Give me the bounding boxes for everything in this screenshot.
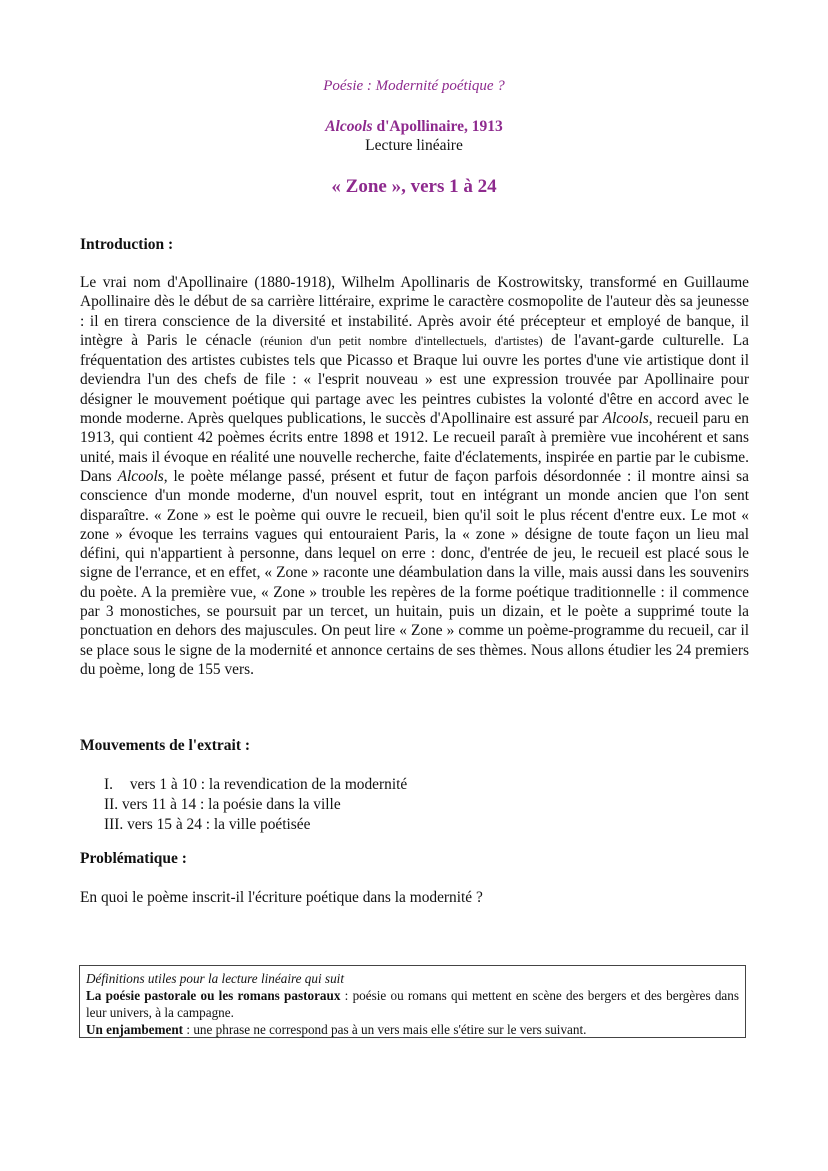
definition-text: : une phrase ne correspond pas à un vers mais elle s'étire sur le vers suivant. xyxy=(183,1022,587,1037)
list-item xyxy=(104,795,407,815)
problematique-heading: Problématique : xyxy=(80,850,187,867)
list-item xyxy=(104,815,407,835)
definition-enjambement xyxy=(86,1021,739,1038)
definitions-box xyxy=(79,965,746,1038)
problematique-question: En quoi le poème inscrit-il l'écriture poétique dans la modernité ? xyxy=(80,889,483,906)
intro-italic-1: Alcools xyxy=(602,410,649,428)
intro-text-4: , le poète mélange passé, présent et futur de façon parfois désordonnée : il montre ainsi sa conscience d'un monde moderne, d'un nouvel esprit, tout en intégrant un monde ancien que l'on sent disparaître. « Zone » est le poème qui ouvre le recueil, bien qu'il soit le plus récent d'entre eux. Le mot « zone » évoque les terrains vagues qui entouraient Paris, la « zone » désigne de toute façon un lieu mal défini, qui n'appartient à personne, dans lequel on erre : donc, d'entrée de jeu, le recueil est placé sous le signe de l'errance, et en effet, « Zone » raconte une déambulation dans la ville, mais aussi dans les souvenirs du poète. A la première vue, « Zone » trouble les repères de la forme poétique traditionnelle : il commence par 3 monostiches, se poursuit par un tercet, un huitain, puis un dizain, et le poète a supprimé toute la ponctuation en dehors des majuscules. On peut lire « Zone » comme un poème-programme du recueil, car il se place sous le signe de la modernité et annonce certains de ses thèmes. Nous allons étudier les 24 premiers du poème, long de 155 vers. xyxy=(80,467,749,678)
introduction-paragraph xyxy=(80,273,749,679)
definition-text: : poésie ou romans qui mettent en scène des bergers et des bergères dans leur univers, à la campagne. xyxy=(86,988,739,1020)
mouvements-heading: Mouvements de l'extrait : xyxy=(80,737,251,754)
definitions-intro: Définitions utiles pour la lecture linéaire qui suit xyxy=(86,971,344,986)
intro-text-small: (réunion d'un petit nombre d'intellectuels, d'artistes) xyxy=(260,333,543,348)
intro-text-2: de l'avant-garde culturelle. La fréquentation des artistes cubistes tels que Picasso et Braque lui ouvre les portes d'une vie artistique dont il deviendra l'un des chefs de file : « l'esprit nouveau » est une expression trouvée par Apollinaire pour désigner le mouvement poétique qui partage avec les peintres cubistes la volonté d'être en accord avec le monde moderne. Après quelques publications, le succès d'Apollinaire est assuré par xyxy=(80,331,749,428)
work-title-rest: d'Apollinaire, 1913 xyxy=(372,118,503,135)
work-title-italic: Alcools xyxy=(325,118,373,135)
definition-term: Un enjambement xyxy=(86,1022,184,1037)
section-title: Poésie : Modernité poétique ? xyxy=(323,78,505,94)
introduction-heading: Introduction : xyxy=(80,236,174,253)
intro-italic-2: Alcools xyxy=(117,467,164,485)
work-title xyxy=(0,118,828,136)
list-item-number: III. xyxy=(104,816,124,833)
definition-term: La poésie pastorale ou les romans pastoraux xyxy=(86,988,341,1003)
document-subtitle: Lecture linéaire xyxy=(365,137,463,154)
list-item-text: vers 15 à 24 : la ville poétisée xyxy=(127,816,311,833)
intro-text-1: Le vrai nom d'Apollinaire (1880-1918), Wilhelm Apollinaris de Kostrowitsky, transformé en Guillaume Apollinaire dès le début de sa carrière littéraire, exprime le caractère cosmopolite de l'auteur dès sa jeunesse : il en tirera conscience de la diversité et instabilité. Après avoir été précepteur et employé de banque, il intègre à Paris le cénacle xyxy=(80,274,749,349)
poem-title: « Zone », vers 1 à 24 xyxy=(331,176,497,197)
definition-pastorale xyxy=(86,987,739,1021)
list-item xyxy=(104,775,407,795)
mouvements-list xyxy=(104,775,407,835)
list-item-number: II. xyxy=(104,796,119,813)
list-item-text: vers 1 à 10 : la revendication de la modernité xyxy=(129,776,408,793)
list-item-number: I. xyxy=(104,776,113,793)
list-item-text: vers 11 à 14 : la poésie dans la ville xyxy=(121,796,341,813)
intro-text-3: , recueil paru en 1913, qui contient 42 poèmes écrits entre 1898 et 1912. Le recueil paraît à première vue incohérent et sans unité, mais il évoque en réalité une nouvelle recherche, faite d'éclatements, inspirée en partie par le cubisme. Dans xyxy=(80,410,749,485)
